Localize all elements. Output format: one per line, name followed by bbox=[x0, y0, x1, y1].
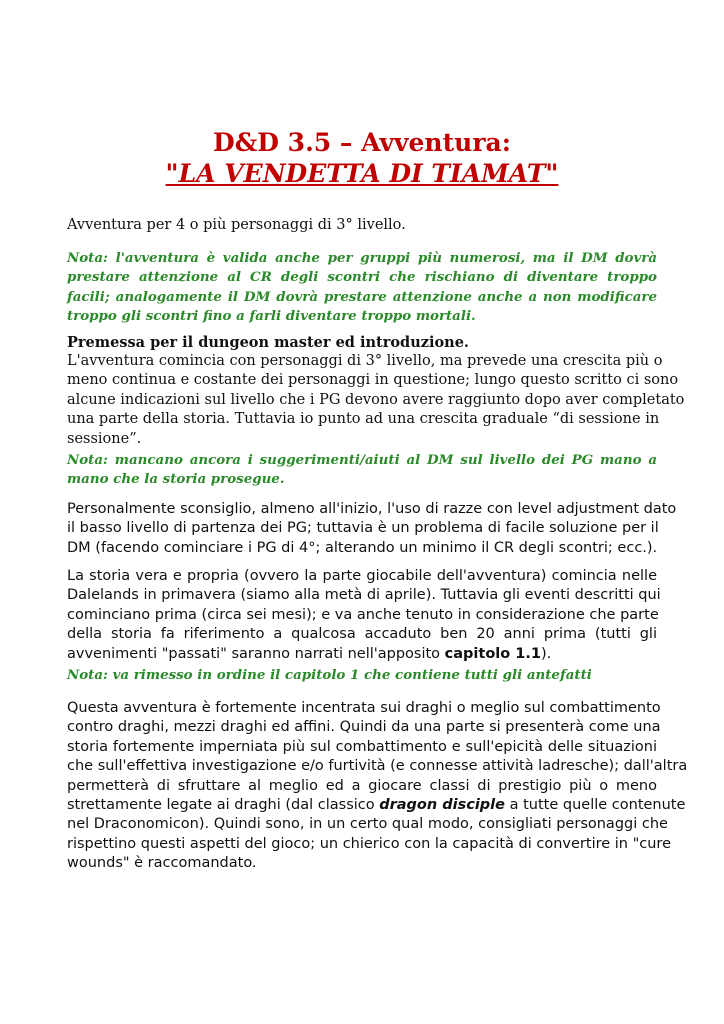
text-run: strettamente legate ai draghi (dal classico bbox=[67, 797, 380, 814]
paragraph-line: Dalelands in primavera (siamo alla metà di aprile). Tuttavia gli eventi descritti qui bbox=[67, 587, 661, 604]
section-heading bbox=[67, 333, 657, 352]
paragraph-line: alcune indicazioni sul livello che i PG devono avere raggiunto dopo aver completato bbox=[67, 391, 685, 408]
text-run: avvenimenti "passati" saranno narrati nell'apposito bbox=[67, 645, 445, 662]
paragraph-line: sessione”. bbox=[67, 430, 142, 447]
intro-text bbox=[67, 216, 657, 235]
text-run: a tutte quelle contenute bbox=[505, 797, 686, 814]
paragraph-level-adjustment bbox=[67, 500, 677, 558]
adventure-name: "LA VENDETTA DI TIAMAT" bbox=[165, 159, 559, 188]
note-line: Nota: l'avventura è valida anche per gruppi più numerosi, ma il DM dovrà bbox=[67, 250, 657, 266]
paragraph-line: Personalmente sconsiglio, almeno all'inizio, l'uso di razze con level adjustment dato bbox=[67, 501, 677, 517]
note-line: facili; analogamente il DM dovrà prestare attenzione anche a non modificare bbox=[67, 288, 657, 305]
paragraph-story-start bbox=[67, 567, 661, 664]
paragraph-line bbox=[67, 645, 657, 664]
paragraph-line: una parte della storia. Tuttavia io punto ad una crescita graduale “di sessione in bbox=[67, 411, 660, 428]
paragraph-line: cominciano prima (circa sei mesi); e va anche tenuto in considerazione che parte bbox=[67, 606, 659, 623]
paragraph-line: DM (facendo cominciare i PG di 4°; alterando un minimo il CR degli scontri; ecc.). bbox=[67, 539, 658, 556]
note-line: Nota: mancano ancora i suggerimenti/aiuti al DM sul livello dei PG mano a bbox=[67, 452, 657, 468]
prestige-class-name: dragon disciple bbox=[379, 797, 505, 814]
paragraph-line: che sull'effettiva investigazione e/o furtività (e connesse attività ladresche); dall'altra bbox=[67, 758, 688, 775]
text-run: ). bbox=[540, 645, 552, 662]
note-line: troppo gli scontri fino a farli diventare troppo mortali. bbox=[67, 308, 476, 325]
note-line: mano che la storia prosegue. bbox=[67, 471, 285, 488]
paragraph-line: storia fortemente imperniata più sul combattimento e sull'epicità delle situazioni bbox=[67, 738, 657, 755]
note-line: Nota: va rimesso in ordine il capitolo 1 che contiene tutti gli antefatti bbox=[67, 667, 592, 683]
paragraph-line: della storia fa riferimento a qualcosa accaduto ben 20 anni prima (tutti gli bbox=[67, 626, 657, 643]
paragraph-line: permetterà di sfruttare al meglio ed a giocare classi di prestigio più o meno bbox=[67, 777, 657, 794]
paragraph-line bbox=[67, 796, 686, 815]
heading-line: Premessa per il dungeon master ed introduzione. bbox=[67, 334, 469, 351]
note-group-size bbox=[67, 249, 657, 327]
paragraph-line: wounds" è raccomandato. bbox=[67, 855, 257, 872]
intro-line: Avventura per 4 o più personaggi di 3° livello. bbox=[67, 217, 406, 233]
paragraph-line: rispettino questi aspetti del gioco; un chierico con la capacità di convertire in "cure bbox=[67, 835, 671, 852]
paragraph-line: nel Draconomicon). Quindi sono, in un certo qual modo, consigliati personaggi che bbox=[67, 816, 668, 833]
paragraph-level-growth bbox=[67, 352, 685, 449]
chapter-reference: capitolo 1.1 bbox=[444, 645, 541, 662]
note-chapter-order bbox=[67, 666, 657, 685]
paragraph-line: La storia vera e propria (ovvero la parte giocabile dell'avventura) comincia nelle bbox=[67, 568, 657, 584]
paragraph-line: L'avventura comincia con personaggi di 3° livello, ma prevede una crescita più o bbox=[67, 353, 663, 369]
note-line: prestare attenzione al CR degli scontri che rischiano di diventare troppo bbox=[67, 269, 657, 286]
paragraph-line: contro draghi, mezzi draghi ed affini. Quindi da una parte si presenterà come una bbox=[67, 719, 661, 736]
paragraph-line: meno continua e costante dei personaggi in questione; lungo questo scritto ci sono bbox=[67, 372, 679, 389]
document-title: D&D 3.5 – Avventura: bbox=[213, 128, 511, 157]
note-missing-hints bbox=[67, 451, 657, 490]
paragraph-line: il basso livello di partenza dei PG; tuttavia è un problema di facile soluzione per il bbox=[67, 520, 659, 537]
paragraph-dragons bbox=[67, 699, 688, 874]
paragraph-line: Questa avventura è fortemente incentrata sui draghi o meglio sul combattimento bbox=[67, 700, 661, 716]
